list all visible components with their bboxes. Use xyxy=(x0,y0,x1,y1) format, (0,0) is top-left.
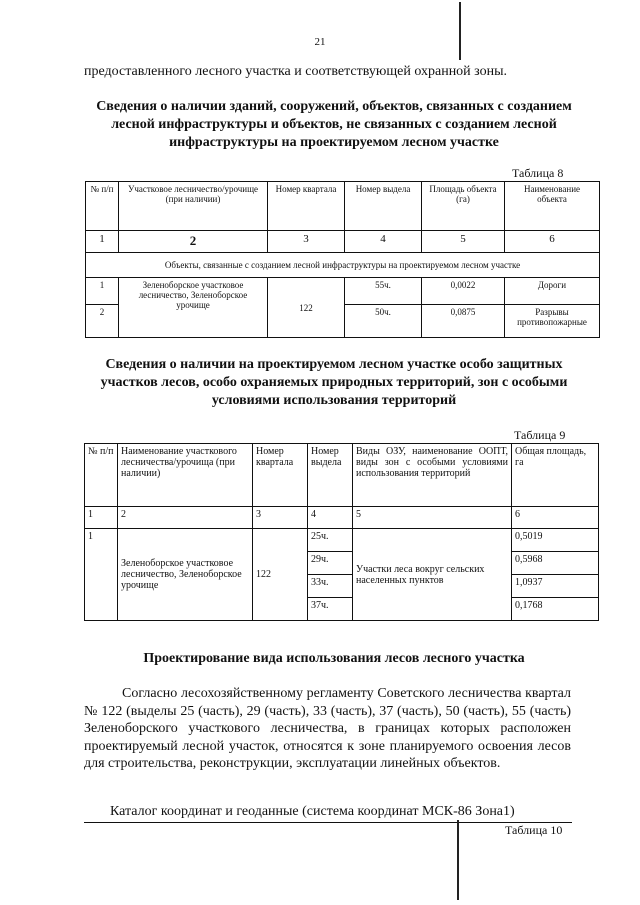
table-header-row xyxy=(85,444,599,507)
number-cell: 3 xyxy=(253,507,308,529)
heading-use-design: Проектирование вида использования лесов лесного участка xyxy=(143,651,525,666)
header-cell: Номер выдела xyxy=(345,182,422,231)
number-cell: 6 xyxy=(512,507,599,529)
table-cell: 37ч. xyxy=(308,598,353,621)
table-9 xyxy=(84,443,599,621)
heading-buildings: Сведения о наличии зданий, сооружений, объектов, связанных с созданием лесной инфраструктуры и объектов, не связанных с созданием лесной инфраструктуры на проектируемом лесном участке xyxy=(96,99,572,150)
number-cell: 2 xyxy=(118,507,253,529)
header-cell: Площадь объекта (га) xyxy=(422,182,505,231)
table8-caption: Таблица 8 xyxy=(512,166,564,180)
number-cell: 4 xyxy=(345,231,422,253)
table-cell: Участки леса вокруг сельских населенных пунктов xyxy=(353,529,512,621)
header-cell: Общая площадь, га xyxy=(512,444,599,507)
table-cell: 1 xyxy=(86,278,119,305)
table-cell: Дороги xyxy=(505,278,600,305)
table-cell: Разрывы противопожарные xyxy=(505,305,600,338)
number-cell: 5 xyxy=(422,231,505,253)
header-cell: Наименование участкового лесничества/урочища (при наличии) xyxy=(118,444,253,507)
table-cell: 29ч. xyxy=(308,552,353,575)
number-cell: 4 xyxy=(308,507,353,529)
table-header-row xyxy=(86,182,600,231)
table-cell: 25ч. xyxy=(308,529,353,552)
table-cell: 33ч. xyxy=(308,575,353,598)
table-cell: 1 xyxy=(85,529,118,621)
header-cell: Виды ОЗУ, наименование ООПТ, виды зон с особыми условиями использования территорий xyxy=(353,444,512,507)
divider xyxy=(84,822,572,823)
number-cell: 1 xyxy=(86,231,119,253)
table-8 xyxy=(85,181,600,338)
table-cell: Зеленоборское участковое лесничество, Зеленоборское урочище xyxy=(118,529,253,621)
header-cell: № п/п xyxy=(85,444,118,507)
header-cell: Номер выдела xyxy=(308,444,353,507)
table-row xyxy=(85,529,599,552)
table-cell: 0,0875 xyxy=(422,305,505,338)
body-paragraph: Согласно лесохозяйственному регламенту Советского лесничества квартал № 122 (выделы 25 (часть), 29 (часть), 33 (часть), 37 (часть), 50 (часть), 55 (часть) Зеленоборского участкового лесничества, в границах которых расположен проектируемый лесной участок, относятся к зоне планируемого освоения лесов для строительства, реконструкции, эксплуатации линейных объектов. xyxy=(84,686,571,771)
table-cell: 0,5968 xyxy=(512,552,599,575)
table-number-row xyxy=(86,231,600,253)
table-cell: 50ч. xyxy=(345,305,422,338)
catalog-line: Каталог координат и геоданные (система координат МСК-86 Зона1) xyxy=(110,804,515,819)
header-cell: Номер квартала xyxy=(268,182,345,231)
text-line-top: предоставленного лесного участка и соответствующей охранной зоны. xyxy=(84,64,508,79)
table-section-row xyxy=(86,253,600,278)
scan-mark xyxy=(457,820,459,900)
table-cell: 2 xyxy=(86,305,119,338)
table-cell: 0,1768 xyxy=(512,598,599,621)
page-number: 21 xyxy=(314,36,326,48)
heading-protected-areas: Сведения о наличии на проектируемом лесном участке особо защитных участков лесов, особо охраняемых природных территорий, зон с особыми условиями использования территорий xyxy=(100,357,568,408)
scan-mark xyxy=(459,2,461,60)
number-cell: 3 xyxy=(268,231,345,253)
table-cell: 55ч. xyxy=(345,278,422,305)
table-cell: Зеленоборское участковое лесничество, Зеленоборское урочище xyxy=(119,278,268,338)
table10-caption: Таблица 10 xyxy=(505,823,563,837)
table9-caption: Таблица 9 xyxy=(514,428,566,442)
table-cell: 1,0937 xyxy=(512,575,599,598)
number-cell: 1 xyxy=(85,507,118,529)
number-cell: 2 xyxy=(119,231,268,253)
table-cell: 0,0022 xyxy=(422,278,505,305)
table-cell: 122 xyxy=(253,529,308,621)
table-row xyxy=(86,278,600,305)
section-cell: Объекты, связанные с созданием лесной инфраструктуры на проектируемом лесном участке xyxy=(86,253,600,278)
header-cell: № п/п xyxy=(86,182,119,231)
number-cell: 6 xyxy=(505,231,600,253)
header-cell: Наименование объекта xyxy=(505,182,600,231)
table-cell: 122 xyxy=(268,278,345,338)
table-number-row xyxy=(85,507,599,529)
header-cell: Участковое лесничество/урочище (при наличии) xyxy=(119,182,268,231)
number-cell: 5 xyxy=(353,507,512,529)
header-cell: Номер квартала xyxy=(253,444,308,507)
table-cell: 0,5019 xyxy=(512,529,599,552)
